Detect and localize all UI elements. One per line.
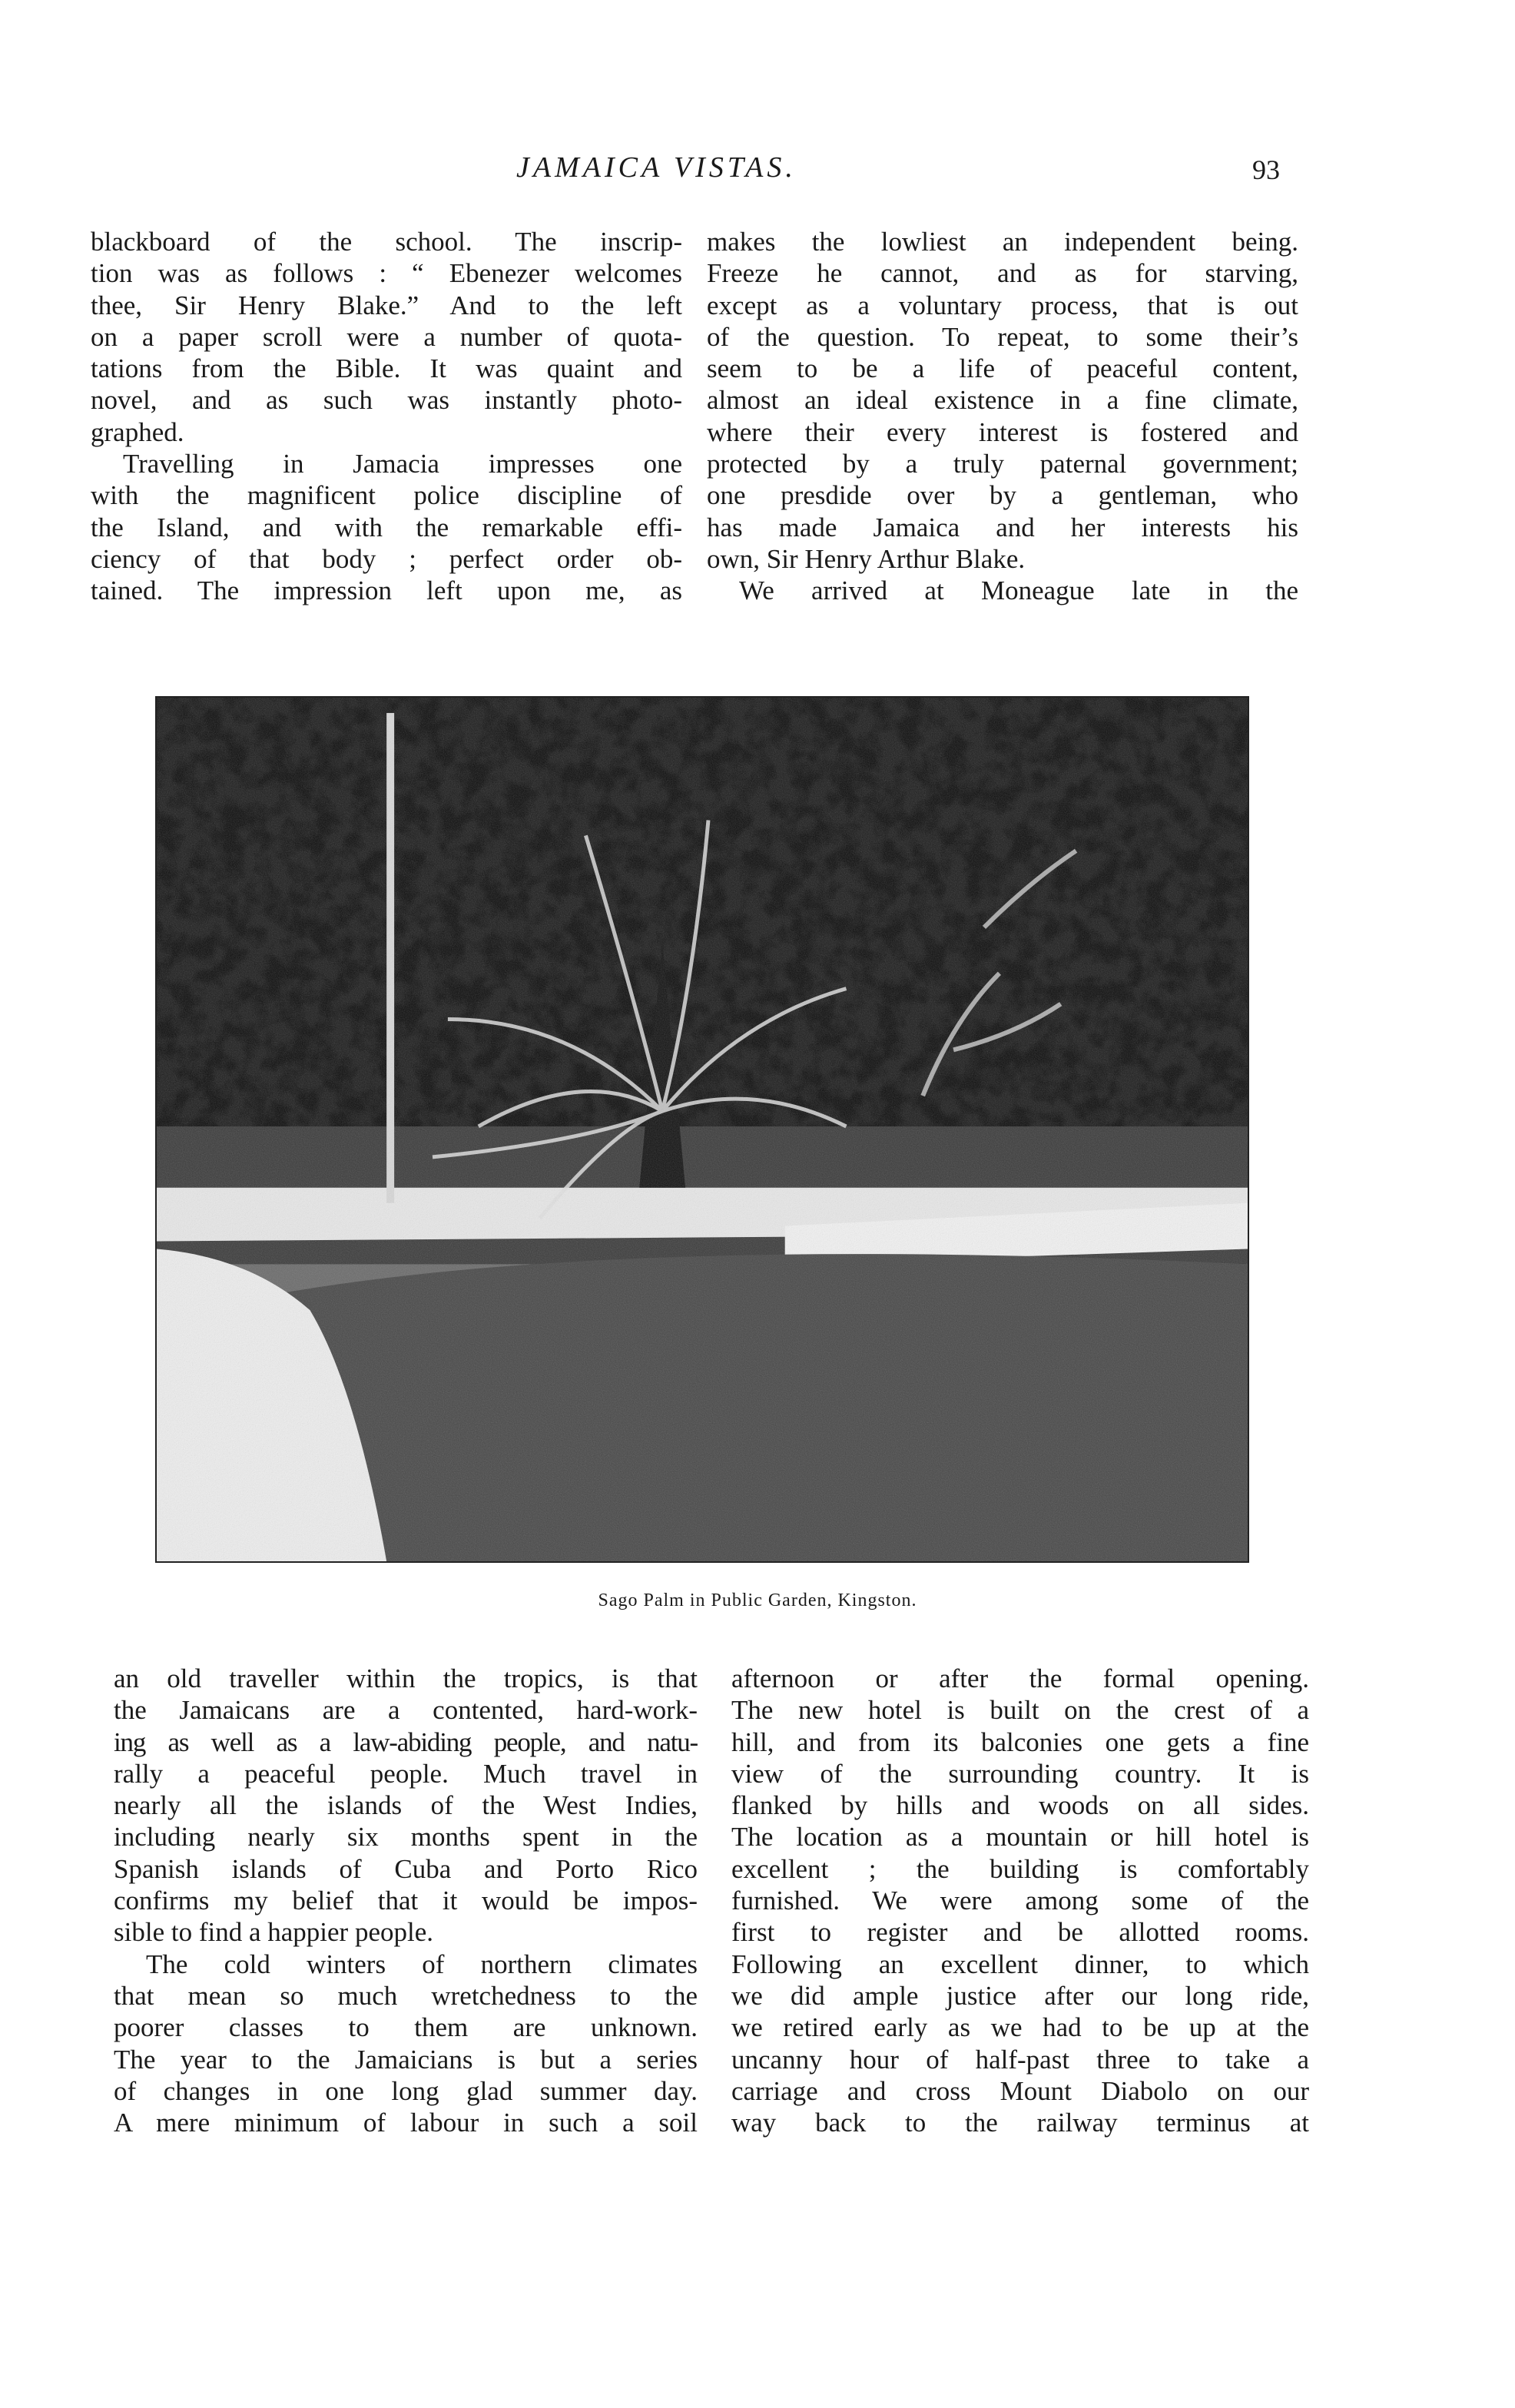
text-line: afternoon or after the formal opening. xyxy=(731,1663,1309,1693)
text-line: tion was as follows : “ Ebenezer welcomes xyxy=(91,258,682,289)
text-line: poorer classes to them are unknown. xyxy=(114,2012,698,2043)
text-line: Spanish islands of Cuba and Porto Rico xyxy=(114,1853,698,1884)
text-line: sible to find a happier people. xyxy=(114,1917,433,1948)
text-line: tations from the Bible. It was quaint and xyxy=(91,353,682,384)
page-number: 93 xyxy=(1252,154,1280,185)
text-line: almost an ideal existence in a fine climate, xyxy=(707,385,1298,416)
text-line: the Island, and with the remarkable effi- xyxy=(91,512,682,542)
running-title: JAMAICA VISTAS. xyxy=(516,151,797,184)
text-line: ciency of that body ; perfect order ob- xyxy=(91,543,682,574)
sago-palm-photograph xyxy=(155,696,1249,1563)
text-line: Freeze he cannot, and as for starving, xyxy=(707,258,1298,289)
running-head xyxy=(0,151,1515,197)
text-line: The new hotel is built on the crest of a xyxy=(731,1695,1309,1726)
text-line: nearly all the islands of the West Indies, xyxy=(114,1790,698,1821)
text-column-top-right xyxy=(707,226,1298,607)
text-line: except as a voluntary process, that is out xyxy=(707,290,1298,320)
text-line: We arrived at Moneague late in the xyxy=(739,575,1298,606)
text-line: seem to be a life of peaceful content, xyxy=(707,353,1298,384)
text-line: The year to the Jamaicians is but a series xyxy=(114,2044,698,2075)
text-line: graphed. xyxy=(91,416,184,447)
text-line: where their every interest is fostered and xyxy=(707,416,1298,447)
photograph-illustration xyxy=(157,698,1248,1561)
text-line: of the question. To repeat, to some their’s xyxy=(707,321,1298,352)
text-line: we did ample justice after our long ride, xyxy=(731,1980,1309,2011)
text-column-top-left xyxy=(91,226,682,607)
text-line: tained. The impression left upon me, as xyxy=(91,575,682,606)
text-line: excellent ; the building is comfortably xyxy=(731,1853,1309,1884)
text-line: hill, and from its balconies one gets a fine xyxy=(731,1726,1309,1757)
text-line: the Jamaicans are a contented, hard-work- xyxy=(114,1695,698,1726)
text-line: including nearly six months spent in the xyxy=(114,1822,698,1852)
text-line: view of the surrounding country. It is xyxy=(731,1758,1309,1789)
text-line: thee, Sir Henry Blake.” And to the left xyxy=(91,290,682,320)
text-line: on a paper scroll were a number of quota- xyxy=(91,321,682,352)
text-line: makes the lowliest an independent being. xyxy=(707,227,1298,257)
figure-caption: Sago Palm in Public Garden, Kingston. xyxy=(598,1590,917,1610)
text-line: way back to the railway terminus at xyxy=(731,2108,1309,2138)
text-line: A mere minimum of labour in such a soil xyxy=(114,2108,698,2138)
text-line: that mean so much wretchedness to the xyxy=(114,1980,698,2011)
text-line: first to register and be allotted rooms. xyxy=(731,1917,1309,1948)
text-line: carriage and cross Mount Diabolo on our xyxy=(731,2075,1309,2106)
text-line: ing as well as a law-abiding people, and natu- xyxy=(114,1726,698,1757)
text-line: one presdide over by a gentleman, who xyxy=(707,480,1298,511)
text-line: rally a peaceful people. Much travel in xyxy=(114,1758,698,1789)
text-line: blackboard of the school. The inscrip- xyxy=(91,227,682,257)
text-line: protected by a truly paternal government; xyxy=(707,449,1298,479)
text-column-bottom-right xyxy=(731,1663,1309,2138)
text-line: we retired early as we had to be up at the xyxy=(731,2012,1309,2043)
text-line: flanked by hills and woods on all sides. xyxy=(731,1790,1309,1821)
text-line: uncanny hour of half-past three to take a xyxy=(731,2044,1309,2075)
text-line: with the magnificent police discipline of xyxy=(91,480,682,511)
text-line: has made Jamaica and her interests his xyxy=(707,512,1298,542)
text-line: The cold winters of northern climates xyxy=(146,1949,698,1979)
text-line: confirms my belief that it would be impos- xyxy=(114,1886,698,1916)
text-line: own, Sir Henry Arthur Blake. xyxy=(707,543,1026,574)
text-line: furnished. We were among some of the xyxy=(731,1886,1309,1916)
text-line: of changes in one long glad summer day. xyxy=(114,2075,698,2106)
text-line: an old traveller within the tropics, is that xyxy=(114,1663,698,1693)
text-line: Following an excellent dinner, to which xyxy=(731,1949,1309,1979)
text-line: The location as a mountain or hill hotel is xyxy=(731,1822,1309,1852)
text-column-bottom-left xyxy=(114,1663,698,2138)
text-line: Travelling in Jamacia impresses one xyxy=(123,449,682,479)
text-line: novel, and as such was instantly photo- xyxy=(91,385,682,416)
